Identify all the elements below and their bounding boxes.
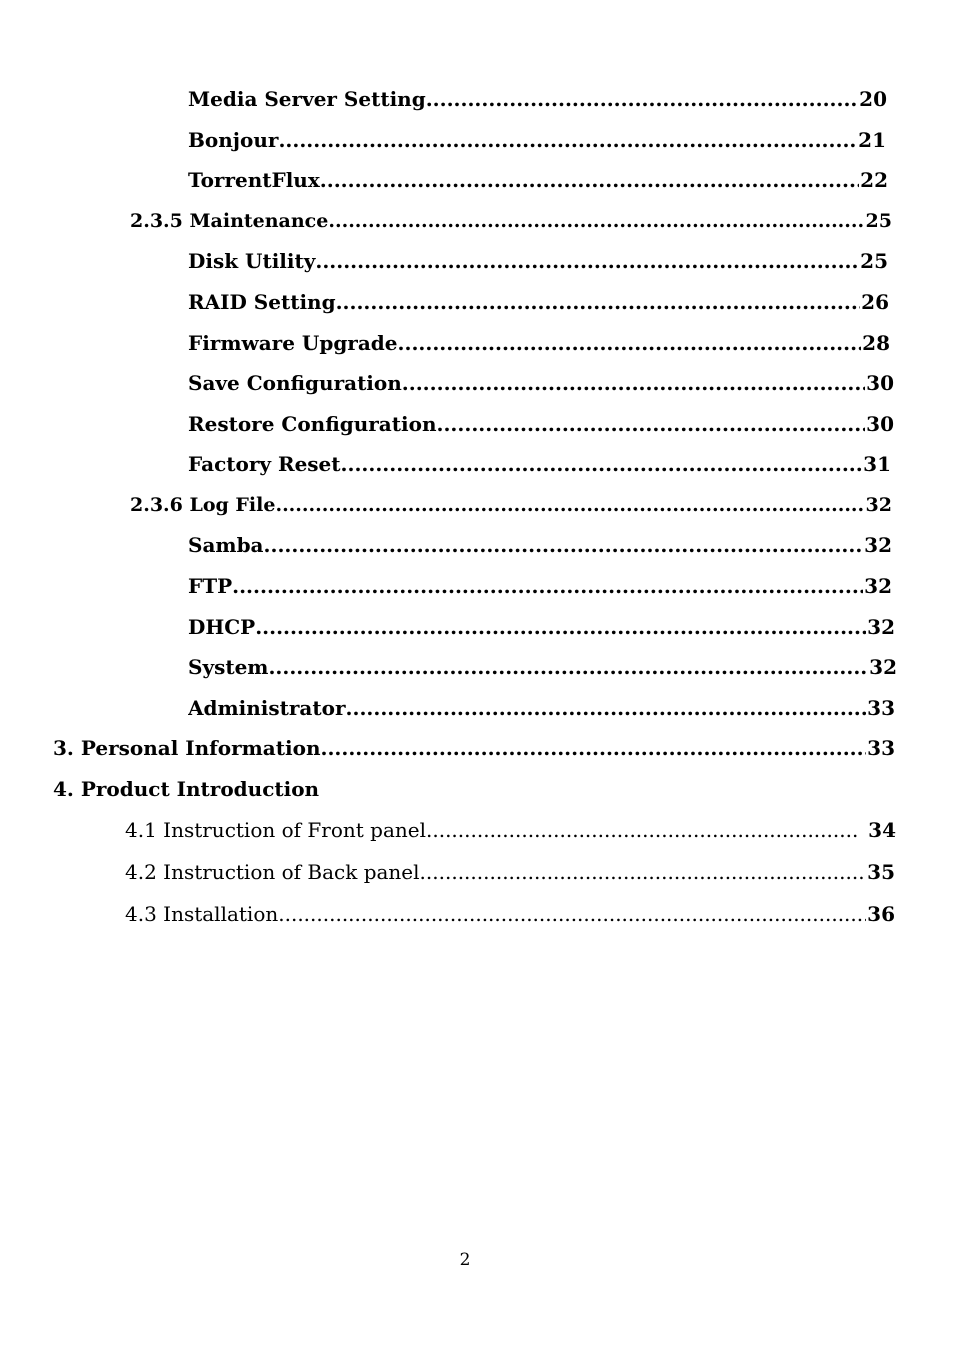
- toc-leader-dots: [278, 899, 866, 929]
- toc-entry-label: Restore Configuration: [188, 412, 437, 436]
- page-number: 2: [459, 1250, 471, 1270]
- toc-leader-dots: [255, 612, 866, 642]
- toc-entry-label: System: [188, 655, 269, 679]
- toc-entry-label: Factory Reset: [188, 452, 341, 476]
- toc-entry-label: 4.1 Instruction of Front panel: [125, 818, 426, 842]
- toc-entry-heading[interactable]: [53, 774, 895, 804]
- toc-entry[interactable]: [130, 490, 892, 520]
- toc-entry-label: RAID Setting: [188, 290, 336, 314]
- toc-entry[interactable]: [188, 165, 888, 195]
- toc-entry-label: TorrentFlux: [188, 168, 320, 192]
- toc-entry-page: 32: [865, 494, 892, 516]
- toc-entry-label: 4. Product Introduction: [53, 777, 320, 801]
- toc-leader-dots: [320, 165, 859, 195]
- toc-leader-dots: [264, 530, 864, 560]
- toc-leader-dots: [346, 693, 867, 723]
- toc-leader-dots: [232, 571, 863, 601]
- toc-entry-page: 34: [861, 818, 896, 842]
- toc-entry[interactable]: [188, 652, 897, 682]
- toc-entry-page: 36: [867, 902, 895, 926]
- toc-leader-dots: [426, 84, 858, 114]
- toc-leader-dots: [426, 815, 860, 845]
- toc-leader-dots: [328, 206, 864, 236]
- toc-leader-dots: [402, 368, 865, 398]
- toc-entry-label: 2.3.6 Log File: [130, 494, 276, 516]
- toc-entry-label: 3. Personal Information: [53, 736, 321, 760]
- toc-leader-dots: [315, 246, 859, 276]
- toc-entry[interactable]: [188, 246, 888, 276]
- toc-entry-page: 30: [866, 412, 894, 436]
- toc-leader-dots: [341, 449, 863, 479]
- toc-entry-page: 21: [858, 128, 886, 152]
- toc-entry-label: 4.2 Instruction of Back panel: [125, 860, 420, 884]
- toc-entry[interactable]: [188, 530, 892, 560]
- toc-entry-label: Bonjour: [188, 128, 279, 152]
- toc-entry[interactable]: [53, 733, 895, 763]
- toc-entry-page: 32: [867, 615, 895, 639]
- toc-entry[interactable]: [188, 328, 890, 358]
- toc-entry-page: 22: [860, 168, 888, 192]
- toc-entry[interactable]: [188, 368, 894, 398]
- toc-entry-label: 2.3.5 Maintenance: [130, 210, 329, 232]
- toc-entry-page: 31: [863, 452, 891, 476]
- toc-entry-page: 20: [859, 87, 887, 111]
- toc-entry-label: Firmware Upgrade: [188, 331, 398, 355]
- toc-entry[interactable]: [188, 612, 895, 642]
- toc-leader-dots: [336, 287, 861, 317]
- toc-entry-label: DHCP: [188, 615, 256, 639]
- toc-entry[interactable]: [188, 571, 892, 601]
- toc-entry[interactable]: [125, 815, 896, 845]
- toc-entry-label: Samba: [188, 533, 264, 557]
- toc-entry-page: 32: [869, 655, 897, 679]
- toc-entry[interactable]: [188, 84, 887, 114]
- toc-entry-page: 30: [866, 371, 894, 395]
- toc-leader-dots: [275, 490, 864, 520]
- toc-entry-page: 35: [867, 860, 895, 884]
- toc-entry-page: 25: [865, 210, 892, 232]
- toc-entry[interactable]: [188, 287, 889, 317]
- toc-leader-dots: [398, 328, 862, 358]
- toc-entry-page: 33: [867, 736, 895, 760]
- toc-entry-label: Save Configuration: [188, 371, 402, 395]
- toc-entry-label: Disk Utility: [188, 249, 316, 273]
- toc-entry-page: 32: [864, 533, 892, 557]
- toc-entry-label: 4.3 Installation: [125, 902, 279, 926]
- toc-leader-dots: [320, 733, 866, 763]
- toc-entry-page: 32: [864, 574, 892, 598]
- toc-entry[interactable]: [188, 409, 894, 439]
- toc-entry-label: Media Server Setting: [188, 87, 426, 111]
- toc-leader-dots: [420, 857, 867, 887]
- toc-entry-page: 25: [860, 249, 888, 273]
- toc-entry-label: FTP: [188, 574, 233, 598]
- toc-entry-page: 26: [861, 290, 889, 314]
- toc-entry-page: 28: [862, 331, 890, 355]
- toc-entry[interactable]: [130, 206, 892, 236]
- toc-leader-dots: [278, 125, 857, 155]
- toc-entry[interactable]: [188, 449, 891, 479]
- toc-leader-dots: [268, 652, 868, 682]
- toc-entry-page: 33: [867, 696, 895, 720]
- toc-leader-dots: [437, 409, 866, 439]
- toc-entry[interactable]: [125, 899, 895, 929]
- toc-entry[interactable]: [188, 693, 895, 723]
- toc-entry[interactable]: [125, 857, 895, 887]
- toc-entry-label: Administrator: [188, 696, 346, 720]
- toc-entry[interactable]: [188, 125, 886, 155]
